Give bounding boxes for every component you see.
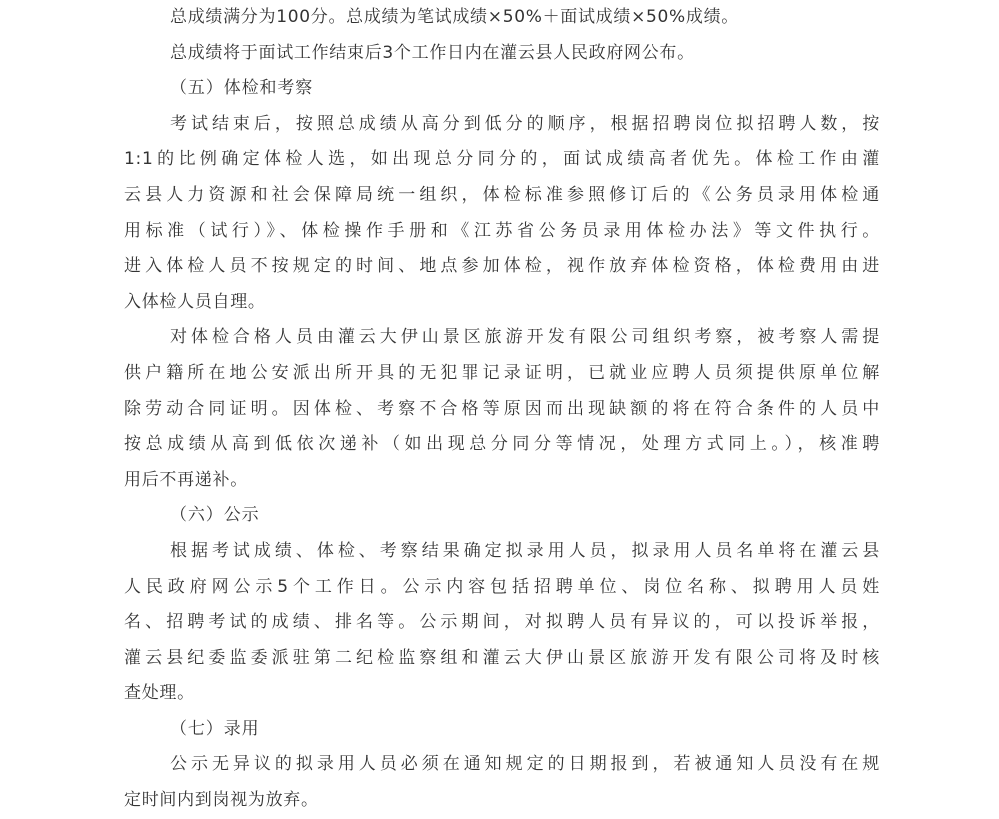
text-line: 除劳动合同证明。因体检、考察不合格等原因而出现缺额的将在符合条件的人员中 [124,398,880,419]
text-line: 查处理。 [124,683,195,704]
section-heading-employment [124,712,880,748]
text-line: 人民政府网公示5个工作日。公示内容包括招聘单位、岗位名称、拟聘用人员姓 [124,576,880,597]
text-line: 云县人力资源和社会保障局统一组织，体检标准参照修订后的《公务员录用体检通 [124,184,880,205]
text-line: 灌云县纪委监委派驻第二纪检监察组和灌云大伊山景区旅游开发有限公司将及时核 [124,647,880,668]
text-line: 名、招聘考试的成绩、排名等。公示期间，对拟聘人员有异议的，可以投诉举报， [124,612,880,633]
paragraph-employment [124,747,880,818]
paragraph-inspection [124,320,880,498]
text-line: 公示无异议的拟录用人员必须在通知规定的日期报到，若被通知人员没有在规 [170,754,880,775]
text-line: 入体检人员自理。 [124,291,266,312]
heading-text: （七）录用 [170,718,260,739]
text-line: 总成绩将于面试工作结束后3个工作日内在灌云县人民政府网公布。 [170,42,695,63]
text-line: 总成绩满分为100分。总成绩为笔试成绩×50%＋面试成绩×50%成绩。 [170,7,740,27]
paragraph-score-publication [124,36,880,72]
text-line: 1:1的比例确定体检人选，如出现总分同分的，面试成绩高者优先。体检工作由灌 [124,149,880,170]
section-heading-publicity [124,498,880,534]
paragraph-medical-exam [124,107,880,321]
text-line: 供户籍所在地公安派出所开具的无犯罪记录证明，已就业应聘人员须提供原单位解 [124,362,880,383]
paragraph-publicity [124,534,880,712]
text-line: 考试结束后，按照总成绩从高分到低分的顺序，根据招聘岗位拟招聘人数，按 [170,113,880,134]
section-heading-medical-and-inspection [124,71,880,107]
heading-text: （五）体检和考察 [170,78,314,99]
text-line: 用后不再递补。 [124,469,248,490]
heading-text: （六）公示 [170,505,260,526]
text-line: 定时间内到岗视为放弃。 [124,790,319,811]
document-body [124,0,880,819]
text-line: 用标准（试行）》、体检操作手册和《江苏省公务员录用体检办法》等文件执行。 [124,220,880,241]
text-line: 按总成绩从高到低依次递补（如出现总分同分等情况，处理方式同上。），核准聘 [124,434,880,455]
text-line: 对体检合格人员由灌云大伊山景区旅游开发有限公司组织考察，被考察人需提 [170,327,880,348]
text-line: 进入体检人员不按规定的时间、地点参加体检，视作放弃体检资格，体检费用由进 [124,256,880,277]
text-line: 根据考试成绩、体检、考察结果确定拟录用人员，拟录用人员名单将在灌云县 [170,540,880,561]
paragraph-total-score-composition [124,0,880,36]
